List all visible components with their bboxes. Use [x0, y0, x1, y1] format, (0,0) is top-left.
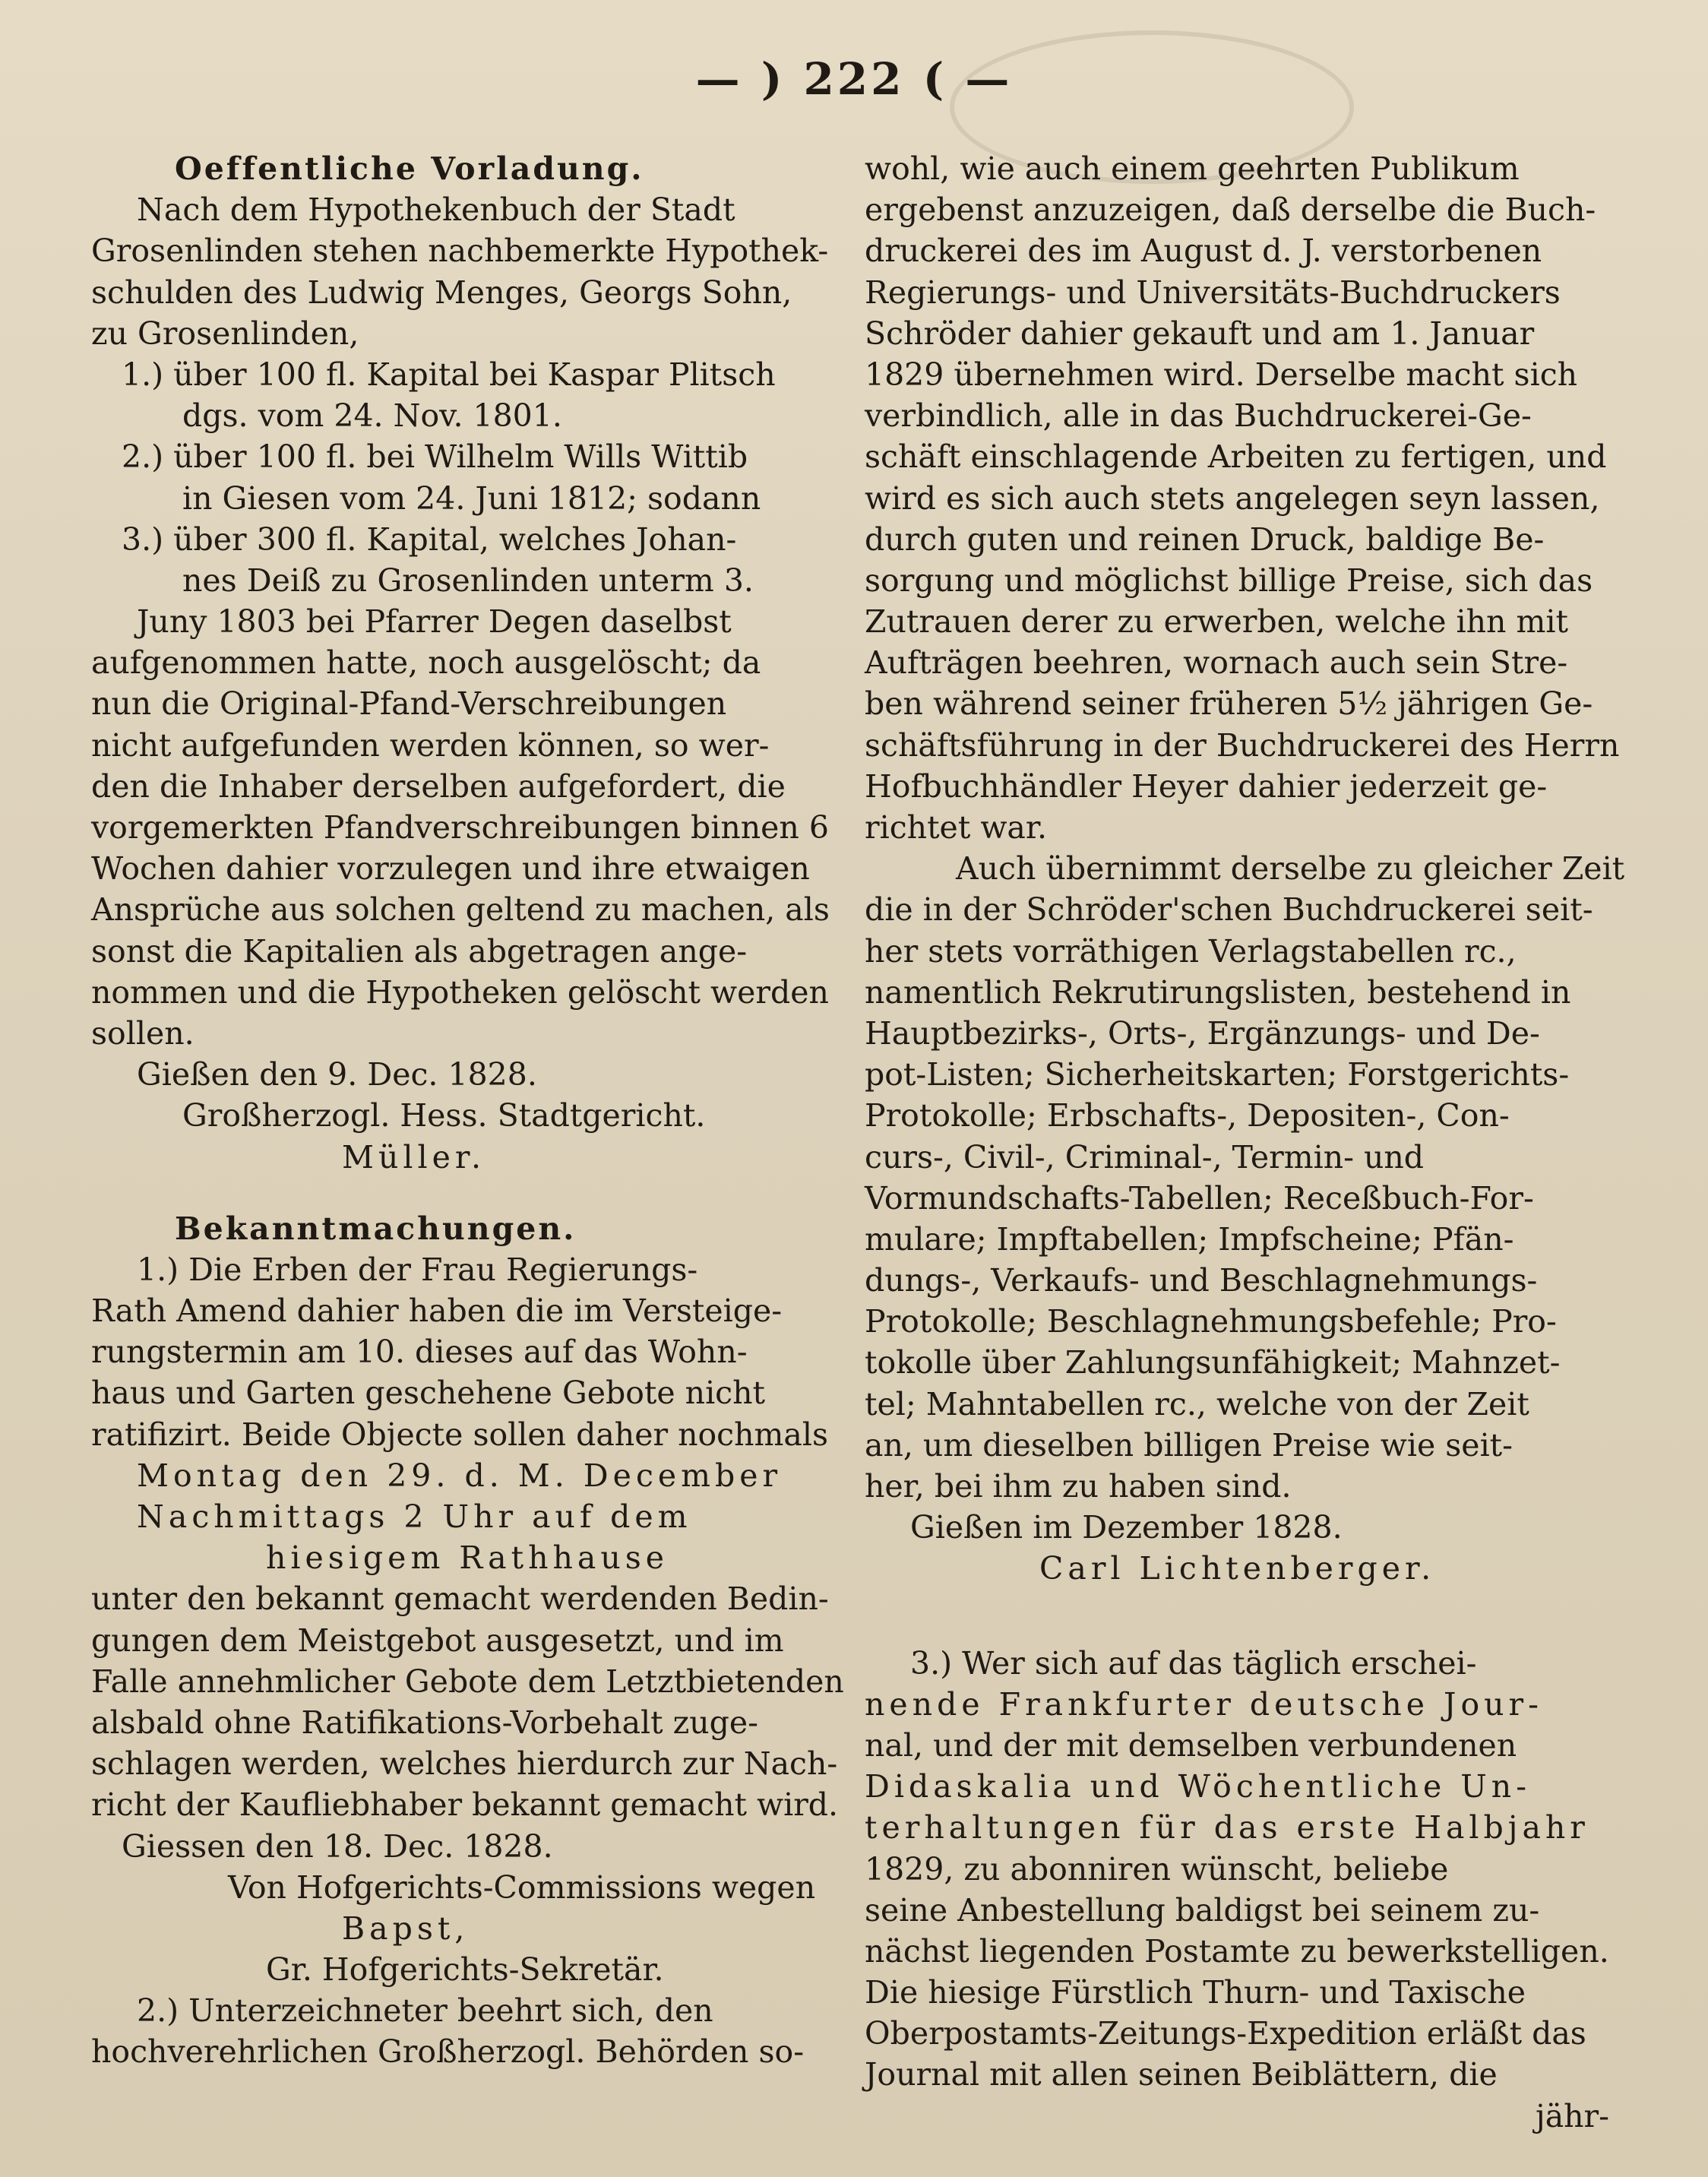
text-line: Die hiesige Fürstlich Thurn- und Taxische: [865, 1974, 1526, 2011]
text-line: schulden des Ludwig Menges, Georgs Sohn,: [91, 274, 792, 311]
text-line: ben während seiner früheren 5½ jährigen Ge-: [865, 685, 1593, 723]
text-line: den die Inhaber derselben aufgefordert, die: [91, 767, 786, 805]
page-number: — ) 222 ( —: [695, 53, 1013, 105]
text-line: Schröder dahier gekauft und am 1. Januar: [865, 315, 1535, 352]
text-line: Hofbuchhändler Heyer dahier jederzeit ge-: [865, 767, 1548, 805]
text-line: Juny 1803 bei Pfarrer Degen daselbst: [137, 603, 732, 641]
text-line: her, bei ihm zu haben sind.: [865, 1468, 1292, 1505]
text-line: her stets vorräthigen Verlagstabellen rc.,: [865, 932, 1517, 970]
text-line: verbindlich, alle in das Buchdruckerei-Ge-: [865, 397, 1532, 435]
notice-title: Oeffentliche Vorladung.: [175, 150, 644, 187]
text-line: Zutrauen derer zu erwerben, welche ihn mit: [865, 603, 1568, 641]
text-line: schlagen werden, welches hierdurch zur Nach-: [91, 1745, 838, 1783]
right-column: [865, 148, 1625, 2137]
signature-line: Müller.: [342, 1138, 486, 1176]
text-line: seine Anbestellung baldigst bei seinem zu-: [865, 1891, 1540, 1929]
text-line: Nach dem Hypothekenbuch der Stadt: [137, 191, 735, 229]
spacer: [91, 1178, 836, 1208]
text-line: pot-Listen; Sicherheitskarten; Forstgerichts-: [865, 1056, 1570, 1093]
catchword: jähr-: [1535, 2097, 1609, 2134]
date-line: Gießen den 9. Dec. 1828.: [137, 1056, 537, 1093]
text-line: 3.) Wer sich auf das täglich erschei-: [910, 1644, 1477, 1682]
text-line: nes Deiß zu Grosenlinden unterm 3.: [182, 562, 754, 599]
authority-line: Großherzogl. Hess. Stadtgericht.: [182, 1097, 706, 1134]
text-line: curs-, Civil-, Criminal-, Termin- und: [865, 1138, 1425, 1176]
text-line: hochverehrlichen Großherzogl. Behörden so-: [91, 2033, 805, 2071]
left-column: [91, 148, 844, 2073]
text-line: Oberpostamts-Zeitungs-Expedition erläßt das: [865, 2015, 1586, 2052]
text-line: Protokolle; Erbschafts-, Depositen-, Con-: [865, 1097, 1510, 1134]
text-line: sorgung und möglichst billige Preise, sich das: [865, 562, 1593, 599]
text-line: druckerei des im August d. J. verstorbenen: [865, 233, 1542, 270]
text-line: ergebenst anzuzeigen, daß derselbe die Buch-: [865, 191, 1596, 229]
text-line: in Giesen vom 24. Juni 1812; sodann: [182, 479, 761, 517]
text-line: Wochen dahier vorzulegen und ihre etwaigen: [91, 850, 810, 888]
text-line: Falle annehmlicher Gebote dem Letztbietenden: [91, 1663, 844, 1700]
text-line: gungen dem Meistgebot ausgesetzt, und im: [91, 1622, 784, 1659]
text-line: 3.) über 300 fl. Kapital, welches Johan-: [122, 521, 737, 558]
text-line: alsbald ohne Ratifikations-Vorbehalt zuge-: [91, 1704, 759, 1741]
text-line: nommen und die Hypotheken gelöscht werden: [91, 973, 829, 1011]
text-line: Aufträgen beehren, wornach auch sein Stre-: [865, 644, 1568, 682]
text-line: wohl, wie auch einem geehrten Publikum: [865, 150, 1520, 187]
text-line: tokolle über Zahlungsunfähigkeit; Mahnzet-: [865, 1344, 1561, 1381]
text-line: aufgenommen hatte, noch ausgelöscht; da: [91, 644, 761, 682]
text-line: die in der Schröder'schen Buchdruckerei seit-: [865, 891, 1593, 929]
text-line: wird es sich auch stets angelegen seyn lassen,: [865, 479, 1600, 517]
text-line: zu Grosenlinden,: [91, 315, 359, 352]
text-line: nun die Original-Pfand-Verschreibungen: [91, 685, 727, 723]
text-line: sollen.: [91, 1014, 195, 1052]
text-line: 1829, zu abonniren wünscht, beliebe: [865, 1850, 1449, 1887]
text-line: rungstermin am 10. dieses auf das Wohn-: [91, 1334, 748, 1371]
text-line: dgs. vom 24. Nov. 1801.: [182, 397, 562, 435]
text-line: dungs-, Verkaufs- und Beschlagnehmungs-: [865, 1262, 1538, 1299]
emphasis-line: Montag den 29. d. M. December: [137, 1457, 783, 1494]
text-line: schäft einschlagende Arbeiten zu fertigen, und: [865, 438, 1607, 476]
text-line: richt der Kaufliebhaber bekannt gemacht wird.: [91, 1786, 839, 1824]
signature-line: Bapst,: [342, 1910, 470, 1947]
signature-line: Carl Lichtenberger.: [1039, 1550, 1436, 1587]
text-line: mulare; Impftabellen; Impfscheine; Pfän-: [865, 1220, 1514, 1258]
text-line: terhaltungen für das erste Halbjahr: [865, 1809, 1589, 1846]
text-line: Journal mit allen seinen Beiblättern, die: [865, 2056, 1498, 2093]
text-line: nende Frankfurter deutsche Jour-: [865, 1685, 1543, 1723]
text-line: Didaskalia und Wöchentliche Un-: [865, 1768, 1532, 1805]
text-line: nächst liegenden Postamte zu bewerkstelligen.: [865, 1932, 1609, 1970]
date-line: Gießen im Dezember 1828.: [910, 1509, 1343, 1546]
text-line: namentlich Rekrutirungslisten, bestehend in: [865, 973, 1571, 1011]
text-line: Vormundschafts-Tabellen; Receßbuch-For-: [865, 1179, 1534, 1217]
text-line: sonst die Kapitalien als abgetragen ange-: [91, 932, 748, 970]
text-line: nicht aufgefunden werden können, so wer-: [91, 726, 770, 764]
text-line: Hauptbezirks-, Orts-, Ergänzungs- und De-: [865, 1014, 1540, 1052]
text-line: schäftsführung in der Buchdruckerei des Herrn: [865, 726, 1620, 764]
date-line: Giessen den 18. Dec. 1828.: [122, 1827, 553, 1865]
emphasis-line: Nachmittags 2 Uhr auf dem: [137, 1498, 692, 1535]
section-title: Bekanntmachungen.: [175, 1210, 577, 1247]
text-line: Ansprüche aus solchen geltend zu machen, als: [91, 891, 830, 929]
text-line: 2.) über 100 fl. bei Wilhelm Wills Wittib: [122, 438, 748, 476]
text-line: ratifizirt. Beide Objecte sollen daher nochmals: [91, 1416, 829, 1453]
text-line: Regierungs- und Universitäts-Buchdruckers: [865, 274, 1561, 311]
text-line: Grosenlinden stehen nachbemerkte Hypothek-: [91, 233, 829, 270]
authority-line: Von Hofgerichts-Commissions wegen: [228, 1868, 816, 1906]
text-line: unter den bekannt gemacht werdenden Bedin-: [91, 1581, 829, 1618]
text-line: 1.) Die Erben der Frau Regierungs-: [137, 1251, 698, 1288]
text-line: haus und Garten geschehene Gebote nicht: [91, 1375, 766, 1412]
text-line: nal, und der mit demselben verbundenen: [865, 1726, 1517, 1764]
signature-title: Gr. Hofgerichts-Sekretär.: [266, 1951, 664, 1989]
text-line: 1.) über 100 fl. Kapital bei Kaspar Plitsch: [122, 356, 776, 393]
text-line: Auch übernimmt derselbe zu gleicher Zeit: [956, 850, 1625, 888]
text-line: 1829 übernehmen wird. Derselbe macht sich: [865, 356, 1578, 393]
text-line: durch guten und reinen Druck, baldige Be-: [865, 521, 1545, 558]
text-line: Rath Amend dahier haben die im Versteige-: [91, 1293, 783, 1330]
text-line: an, um dieselben billigen Preise wie seit-: [865, 1426, 1513, 1463]
spacer: [865, 1590, 1609, 1643]
text-line: 2.) Unterzeichneter beehrt sich, den: [137, 1992, 713, 2030]
text-line: Protokolle; Beschlagnehmungsbefehle; Pro-: [865, 1303, 1557, 1340]
text-line: richtet war.: [865, 809, 1047, 846]
text-line: vorgemerkten Pfandverschreibungen binnen 6: [91, 809, 829, 846]
emphasis-line: hiesigem Rathhause: [266, 1539, 669, 1577]
text-line: tel; Mahntabellen rc., welche von der Zeit: [865, 1385, 1529, 1422]
